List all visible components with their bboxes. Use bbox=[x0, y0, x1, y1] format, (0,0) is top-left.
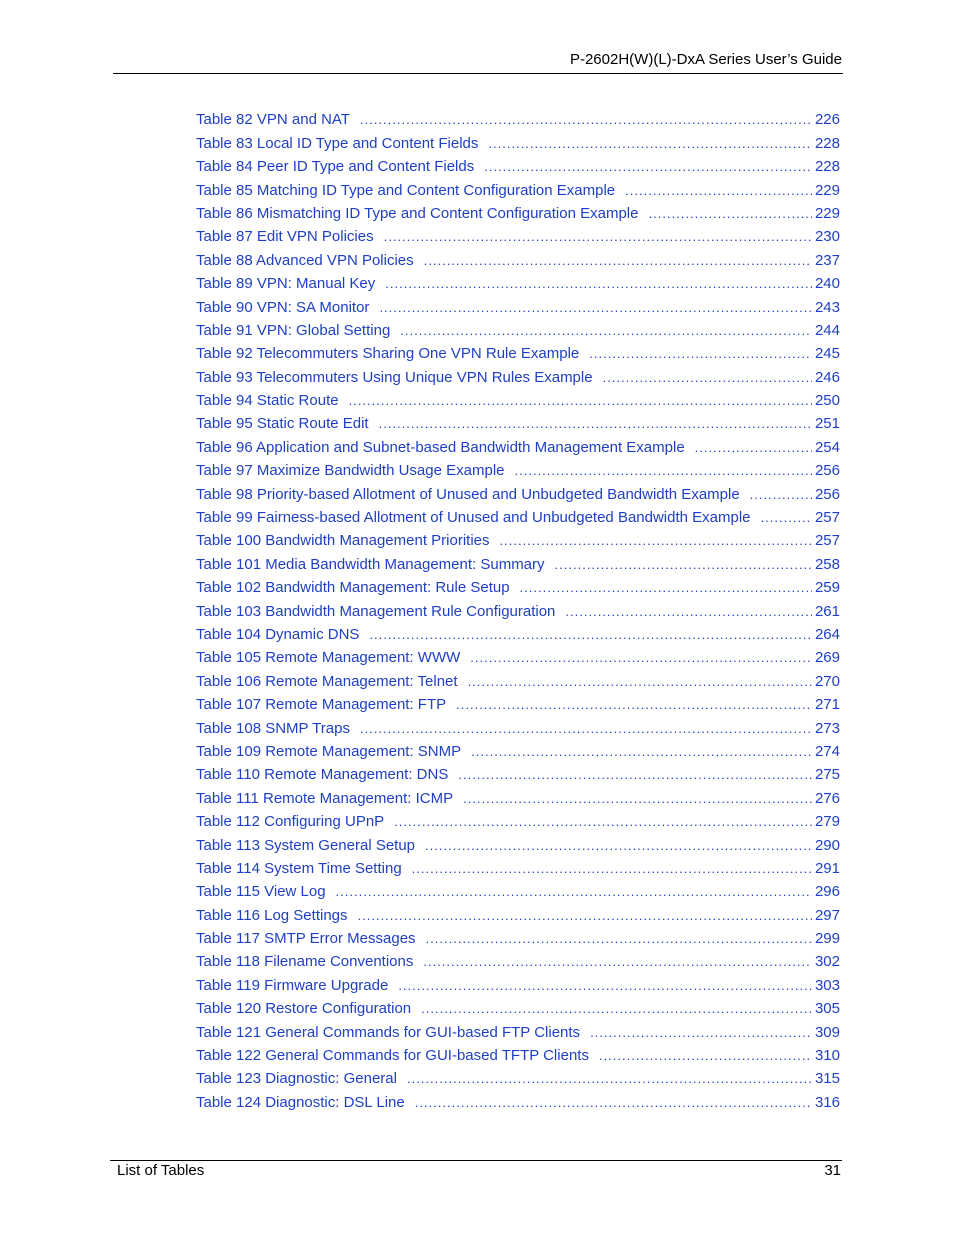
toc-entry[interactable] bbox=[196, 293, 840, 316]
toc-entry[interactable] bbox=[196, 363, 840, 386]
toc-dot-leader bbox=[603, 369, 812, 387]
toc-entry[interactable] bbox=[196, 574, 840, 597]
toc-entry[interactable] bbox=[196, 433, 840, 456]
toc-entry-page-number: 246 bbox=[814, 368, 840, 386]
toc-dot-leader bbox=[565, 603, 812, 621]
toc-dot-leader bbox=[750, 486, 812, 504]
toc-entry[interactable] bbox=[196, 878, 840, 901]
toc-entry-label: Table 86 Mismatching ID Type and Content Configuration Example bbox=[196, 204, 639, 222]
header-title: P-2602H(W)(L)-DxA Series User’s Guide bbox=[569, 51, 842, 68]
toc-dot-leader bbox=[599, 1047, 812, 1065]
toc-entry[interactable] bbox=[196, 667, 840, 690]
toc-dot-leader bbox=[336, 883, 812, 901]
toc-entry[interactable] bbox=[196, 550, 840, 573]
toc-entry-label: Table 90 VPN: SA Monitor bbox=[196, 298, 370, 316]
toc-entry-label: Table 82 VPN and NAT bbox=[196, 111, 350, 129]
toc-entry[interactable] bbox=[196, 1018, 840, 1041]
toc-entry-label: Table 94 Static Route bbox=[196, 392, 339, 410]
toc-entry-page-number: 256 bbox=[814, 462, 840, 480]
toc-dot-leader bbox=[470, 649, 812, 667]
toc-entry-label: Table 100 Bandwidth Management Priorities bbox=[196, 532, 490, 550]
toc-dot-leader bbox=[484, 158, 812, 176]
toc-dot-leader bbox=[488, 135, 812, 153]
toc-entry[interactable] bbox=[196, 761, 840, 784]
toc-entry-label: Table 111 Remote Management: ICMP bbox=[196, 789, 454, 807]
toc-entry-page-number: 310 bbox=[814, 1047, 840, 1065]
toc-entry-page-number: 303 bbox=[814, 976, 840, 994]
toc-entry-page-number: 315 bbox=[814, 1070, 840, 1088]
toc-entry[interactable] bbox=[196, 901, 840, 924]
toc-dot-leader bbox=[625, 182, 812, 200]
toc-entry-label: Table 109 Remote Management: SNMP bbox=[196, 742, 462, 760]
toc-dot-leader bbox=[468, 673, 812, 691]
toc-entry-label: Table 118 Filename Conventions bbox=[196, 953, 414, 971]
toc-dot-leader bbox=[415, 1094, 812, 1112]
toc-entry[interactable] bbox=[196, 948, 840, 971]
toc-entry-label: Table 115 View Log bbox=[196, 883, 326, 901]
toc-entry-page-number: 245 bbox=[814, 345, 840, 363]
toc-entry-page-number: 230 bbox=[814, 228, 840, 246]
toc-entry-page-number: 237 bbox=[814, 251, 840, 269]
toc-dot-leader bbox=[384, 228, 812, 246]
toc-entry[interactable] bbox=[196, 971, 840, 994]
toc-entry[interactable] bbox=[196, 597, 840, 620]
toc-entry-label: Table 98 Priority-based Allotment of Unused and Unbudgeted Bandwidth Example bbox=[196, 485, 740, 503]
toc-dot-leader bbox=[394, 813, 812, 831]
toc-dot-leader bbox=[520, 579, 812, 597]
toc-dot-leader bbox=[407, 1070, 812, 1088]
toc-entry-page-number: 274 bbox=[814, 742, 840, 760]
toc-dot-leader bbox=[648, 205, 811, 223]
toc-entry[interactable] bbox=[196, 223, 840, 246]
toc-dot-leader bbox=[426, 930, 812, 948]
toc-entry-label: Table 92 Telecommuters Sharing One VPN Rule Example bbox=[196, 345, 580, 363]
toc-dot-leader bbox=[360, 720, 812, 738]
toc-entry[interactable] bbox=[196, 714, 840, 737]
toc-dot-leader bbox=[398, 977, 812, 995]
toc-dot-leader bbox=[590, 1024, 812, 1042]
toc-dot-leader bbox=[379, 299, 812, 317]
toc-entry-page-number: 270 bbox=[814, 672, 840, 690]
toc-entry-label: Table 108 SNMP Traps bbox=[196, 719, 350, 737]
toc-entry-label: Table 123 Diagnostic: General bbox=[196, 1070, 397, 1088]
toc-entry-label: Table 117 SMTP Error Messages bbox=[196, 930, 416, 948]
toc-entry-label: Table 113 System General Setup bbox=[196, 836, 416, 854]
toc-entry-page-number: 302 bbox=[814, 953, 840, 971]
toc-entry[interactable] bbox=[196, 340, 840, 363]
toc-entry[interactable] bbox=[196, 317, 840, 340]
toc-entry[interactable] bbox=[196, 457, 840, 480]
toc-entry[interactable] bbox=[196, 1065, 840, 1088]
toc-entry-page-number: 299 bbox=[814, 930, 840, 948]
toc-entry-page-number: 279 bbox=[814, 813, 840, 831]
toc-entry[interactable] bbox=[196, 200, 840, 223]
toc-entry[interactable] bbox=[196, 1042, 840, 1065]
toc-entry-label: Table 105 Remote Management: WWW bbox=[196, 649, 461, 667]
toc-dot-leader bbox=[425, 837, 812, 855]
toc-entry-label: Table 101 Media Bandwidth Management: Summary bbox=[196, 555, 545, 573]
toc-entry-label: Table 95 Static Route Edit bbox=[196, 415, 369, 433]
toc-entry-page-number: 257 bbox=[814, 509, 840, 527]
toc-entry-label: Table 119 Firmware Upgrade bbox=[196, 976, 389, 994]
toc-entry[interactable] bbox=[196, 925, 840, 948]
toc-dot-leader bbox=[761, 509, 812, 527]
toc-dot-leader bbox=[456, 696, 812, 714]
toc-entry-label: Table 116 Log Settings bbox=[196, 906, 348, 924]
toc-entry-page-number: 261 bbox=[814, 602, 840, 620]
toc-entry-page-number: 251 bbox=[814, 415, 840, 433]
toc-entry-page-number: 316 bbox=[814, 1093, 840, 1111]
toc-entry-label: Table 121 General Commands for GUI-based FTP Clients bbox=[196, 1023, 581, 1041]
toc-entry-page-number: 229 bbox=[814, 204, 840, 222]
footer-page-number: 31 bbox=[824, 1162, 841, 1179]
toc-entry[interactable] bbox=[196, 527, 840, 550]
toc-dot-leader bbox=[358, 907, 812, 925]
toc-entry-page-number: 254 bbox=[814, 438, 840, 456]
toc-entry[interactable] bbox=[196, 831, 840, 854]
toc-entry[interactable] bbox=[196, 480, 840, 503]
toc-entry[interactable] bbox=[196, 176, 840, 199]
toc-entry-page-number: 229 bbox=[814, 181, 840, 199]
toc-entry-label: Table 110 Remote Management: DNS bbox=[196, 766, 449, 784]
toc-entry[interactable] bbox=[196, 106, 840, 129]
toc-entry-label: Table 84 Peer ID Type and Content Fields bbox=[196, 158, 475, 176]
toc-dot-leader bbox=[471, 743, 812, 761]
toc-entry-page-number: 228 bbox=[814, 158, 840, 176]
toc-entry-page-number: 259 bbox=[814, 579, 840, 597]
toc-entry-label: Table 124 Diagnostic: DSL Line bbox=[196, 1093, 405, 1111]
toc-entry-page-number: 269 bbox=[814, 649, 840, 667]
header-divider bbox=[113, 73, 843, 74]
toc-dot-leader bbox=[349, 392, 812, 410]
toc-entry[interactable] bbox=[196, 246, 840, 269]
toc-dot-leader bbox=[421, 1000, 812, 1018]
toc-dot-leader bbox=[423, 953, 812, 971]
toc-entry[interactable] bbox=[196, 855, 840, 878]
toc-entry-label: Table 97 Maximize Bandwidth Usage Example bbox=[196, 462, 505, 480]
toc-entry-label: Table 87 Edit VPN Policies bbox=[196, 228, 374, 246]
toc-entry[interactable] bbox=[196, 504, 840, 527]
toc-entry[interactable] bbox=[196, 153, 840, 176]
toc-entry-page-number: 305 bbox=[814, 1000, 840, 1018]
toc-dot-leader bbox=[463, 790, 812, 808]
toc-entry-page-number: 291 bbox=[814, 859, 840, 877]
toc-entry[interactable] bbox=[196, 621, 840, 644]
toc-dot-leader bbox=[412, 860, 812, 878]
toc-entry[interactable] bbox=[196, 410, 840, 433]
toc-dot-leader bbox=[369, 626, 812, 644]
toc-entry-label: Table 106 Remote Management: Telnet bbox=[196, 672, 458, 690]
toc-entry-page-number: 309 bbox=[814, 1023, 840, 1041]
toc-entry[interactable] bbox=[196, 738, 840, 761]
toc-entry-page-number: 290 bbox=[814, 836, 840, 854]
toc-entry[interactable] bbox=[196, 1088, 840, 1111]
toc-entry-page-number: 264 bbox=[814, 625, 840, 643]
toc-entry-label: Table 112 Configuring UPnP bbox=[196, 813, 385, 831]
toc-entry-label: Table 91 VPN: Global Setting bbox=[196, 321, 391, 339]
toc-entry-page-number: 250 bbox=[814, 392, 840, 410]
toc-entry-label: Table 122 General Commands for GUI-based TFTP Clients bbox=[196, 1047, 589, 1065]
toc-entry[interactable] bbox=[196, 784, 840, 807]
toc-entry-label: Table 93 Telecommuters Using Unique VPN Rules Example bbox=[196, 368, 593, 386]
toc-entry-page-number: 271 bbox=[814, 696, 840, 714]
toc-entry-page-number: 276 bbox=[814, 789, 840, 807]
toc-entry-label: Table 104 Dynamic DNS bbox=[196, 625, 360, 643]
toc-dot-leader bbox=[500, 532, 812, 550]
toc-entry[interactable] bbox=[196, 644, 840, 667]
toc-dot-leader bbox=[515, 462, 812, 480]
toc-entry-label: Table 96 Application and Subnet-based Bandwidth Management Example bbox=[196, 438, 685, 456]
toc-dot-leader bbox=[458, 766, 812, 784]
toc-dot-leader bbox=[695, 439, 812, 457]
toc-entry-page-number: 297 bbox=[814, 906, 840, 924]
toc-entry-label: Table 85 Matching ID Type and Content Configuration Example bbox=[196, 181, 616, 199]
toc-entry[interactable] bbox=[196, 387, 840, 410]
toc-entry-label: Table 102 Bandwidth Management: Rule Setup bbox=[196, 579, 510, 597]
toc-entry-label: Table 83 Local ID Type and Content Fields bbox=[196, 134, 479, 152]
toc-entry-label: Table 103 Bandwidth Management Rule Configuration bbox=[196, 602, 556, 620]
toc-dot-leader bbox=[555, 556, 812, 574]
footer-divider bbox=[110, 1160, 842, 1161]
footer-section-title: List of Tables bbox=[117, 1162, 205, 1179]
toc-entry-page-number: 243 bbox=[814, 298, 840, 316]
toc-entry[interactable] bbox=[196, 808, 840, 831]
toc-dot-leader bbox=[400, 322, 812, 340]
toc-dot-leader bbox=[589, 345, 812, 363]
list-of-tables bbox=[196, 106, 840, 1112]
toc-entry-label: Table 120 Restore Configuration bbox=[196, 1000, 412, 1018]
toc-entry-page-number: 244 bbox=[814, 321, 840, 339]
toc-entry[interactable] bbox=[196, 995, 840, 1018]
toc-entry-page-number: 256 bbox=[814, 485, 840, 503]
toc-entry[interactable] bbox=[196, 129, 840, 152]
toc-dot-leader bbox=[379, 415, 812, 433]
toc-entry-label: Table 88 Advanced VPN Policies bbox=[196, 251, 414, 269]
toc-entry-page-number: 228 bbox=[814, 134, 840, 152]
toc-dot-leader bbox=[360, 111, 812, 129]
toc-entry-page-number: 296 bbox=[814, 883, 840, 901]
toc-dot-leader bbox=[424, 252, 812, 270]
toc-entry-label: Table 89 VPN: Manual Key bbox=[196, 275, 376, 293]
toc-entry[interactable] bbox=[196, 691, 840, 714]
toc-dot-leader bbox=[385, 275, 812, 293]
toc-entry-page-number: 240 bbox=[814, 275, 840, 293]
toc-entry-page-number: 226 bbox=[814, 111, 840, 129]
toc-entry-page-number: 275 bbox=[814, 766, 840, 784]
toc-entry-label: Table 114 System Time Setting bbox=[196, 859, 402, 877]
toc-entry[interactable] bbox=[196, 270, 840, 293]
toc-entry-page-number: 257 bbox=[814, 532, 840, 550]
toc-entry-label: Table 107 Remote Management: FTP bbox=[196, 696, 447, 714]
toc-entry-page-number: 273 bbox=[814, 719, 840, 737]
toc-entry-page-number: 258 bbox=[814, 555, 840, 573]
toc-entry-label: Table 99 Fairness-based Allotment of Unused and Unbudgeted Bandwidth Example bbox=[196, 509, 751, 527]
